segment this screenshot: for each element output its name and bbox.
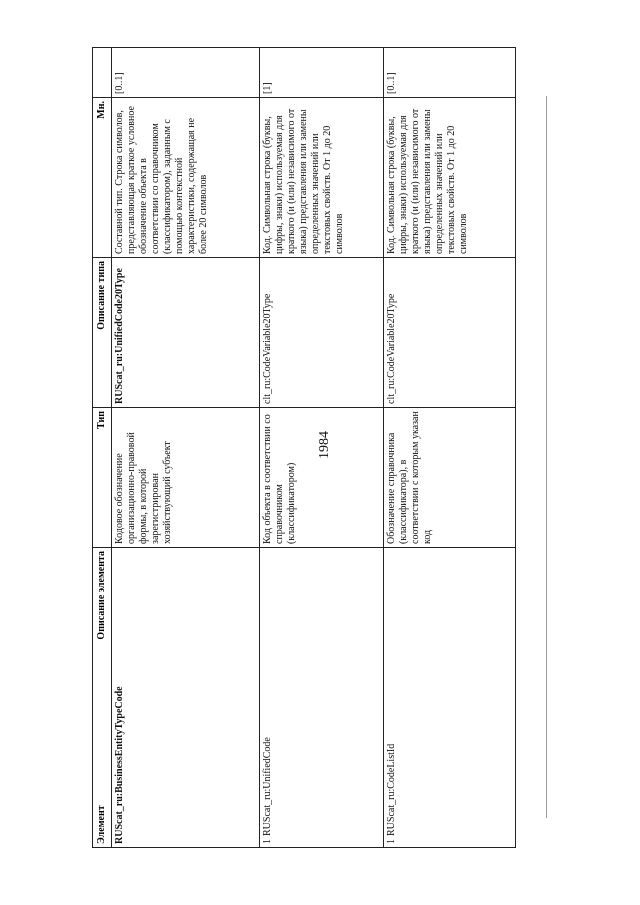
row-number: 1: [262, 839, 273, 844]
cell-type-description: Составной тип. Строка символов, представляющая краткое условное обозначение объекта в соответствии со справочником (классификатором), заданным с помощью контекстной характеристики, содержащая не более 20 символов: [112, 98, 260, 258]
element-name: RUScat_ru:UnifiedCode: [262, 737, 273, 836]
cell-multiplicity: [1]: [260, 48, 384, 98]
header-multiplicity: [93, 48, 112, 98]
cell-type: Обозначение справочника (классификатора), в соответствии с которым указан код: [384, 408, 516, 548]
rotated-table-container: [92, 48, 529, 848]
cell-type-name: clt_ru:CodeVariable20Type: [384, 258, 516, 408]
table-row: [112, 48, 260, 848]
cell-type: Кодовое обозначение организационно-правовой формы, в которой зарегистрирован хозяйствующий субъект: [112, 408, 260, 548]
cell-element: [384, 548, 516, 848]
cell-element: [112, 548, 260, 848]
element-name: RUScat_ru:CodeListId: [386, 743, 397, 836]
cell-type-name: [112, 258, 260, 408]
cell-element: [260, 548, 384, 848]
header-type: Тип: [93, 408, 112, 548]
cell-type-description: Код. Символьная строка (буквы, цифры, знаки) используемая для краткого (и (или) независимого от языка) представления или замены определенных значений или текстовых свойств. От 1 до 20 символов: [384, 98, 516, 258]
header-description: Описание элемента: [96, 551, 107, 640]
cell-multiplicity: [0..1]: [384, 48, 516, 98]
element-name: RUScat_ru:BusinessEntityTypeCode: [114, 686, 125, 844]
row-number: 1: [386, 839, 397, 844]
table-header-row: [93, 48, 112, 848]
header-type-description: Описание типа: [93, 258, 112, 408]
header-element-and-description: [93, 548, 112, 848]
cell-type: Код объекта в соответствии со справочником (классификатором): [260, 408, 384, 548]
elements-table: [92, 47, 516, 848]
cell-type-name: clt_ru:CodeVariable20Type: [260, 258, 384, 408]
header-min: Мн.: [93, 98, 112, 258]
cell-type-description: Код. Символьная строка (буквы, цифры, знаки) используемая для краткого (и (или) независимого от языка) представления или замены определенных значений или текстовых свойств. От 1 до 20 символов: [260, 98, 384, 258]
page-number: 1984: [317, 431, 332, 459]
type-name: RUScat_ru:UnifiedCode20Type: [114, 268, 125, 404]
cell-multiplicity: [0..1]: [112, 48, 260, 98]
scan-edge-line: [546, 96, 547, 818]
table-row: [260, 48, 384, 848]
table-row: [384, 48, 516, 848]
header-element: Элемент: [96, 805, 107, 844]
